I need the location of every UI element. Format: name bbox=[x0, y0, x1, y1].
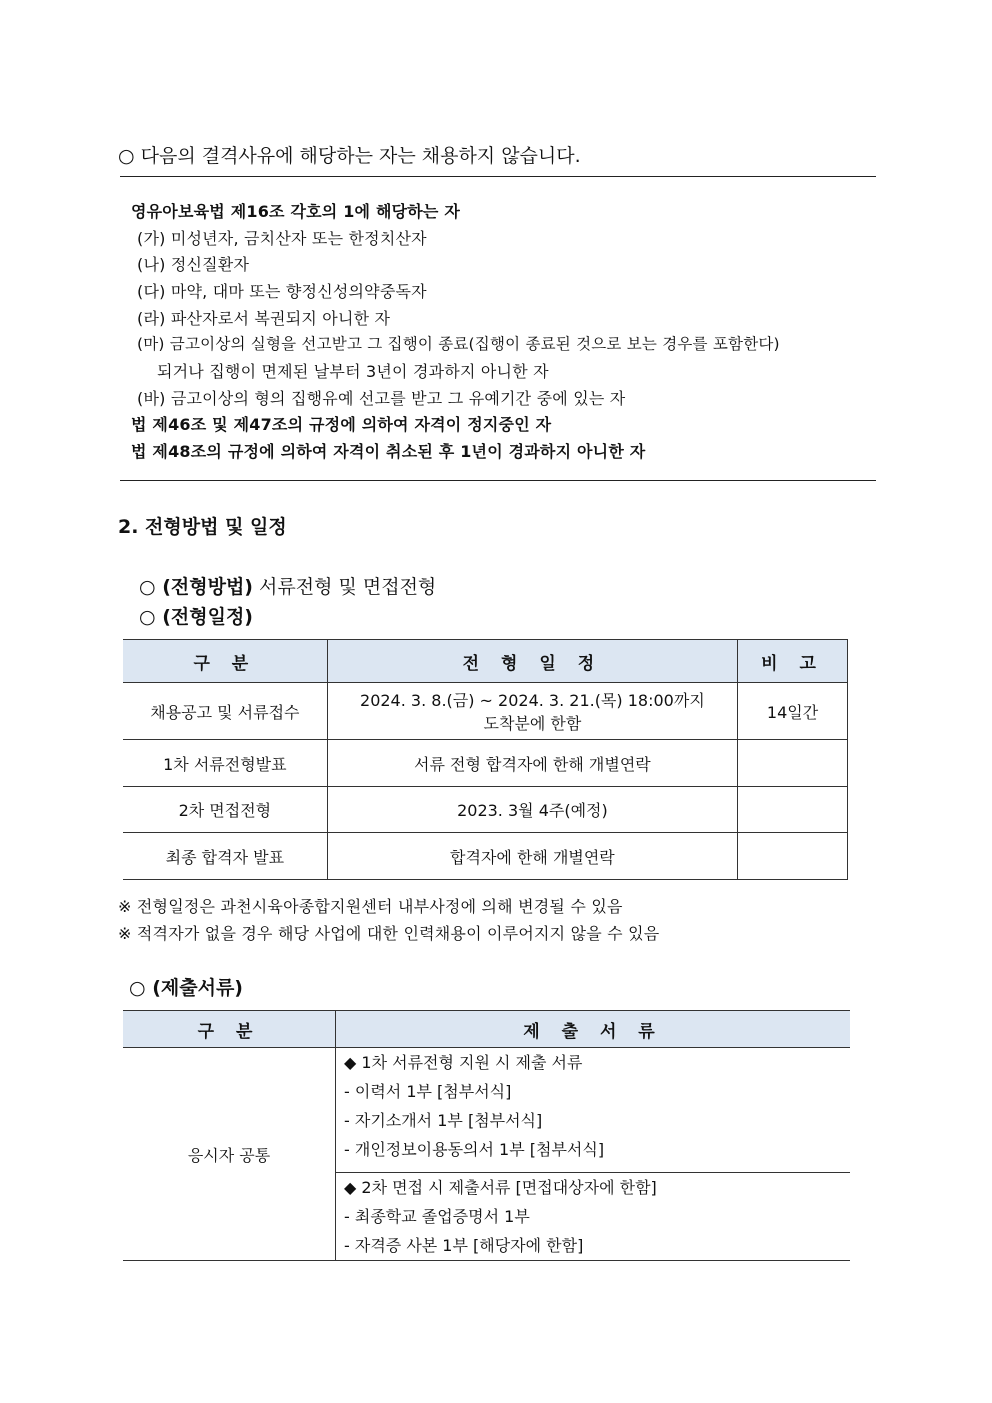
disqualification-heading: ○ 다음의 결격사유에 해당하는 자는 채용하지 않습니다. bbox=[118, 145, 581, 167]
disq-item: (가) 미성년자, 금치산자 또는 한정치산자 bbox=[137, 229, 427, 248]
law-48: 법 제48조의 규정에 의하여 자격이 취소된 후 1년이 경과하지 아니한 자 bbox=[131, 442, 646, 461]
docs-header-docs: 제 출 서 류 bbox=[336, 1011, 851, 1048]
row-schedule: 서류 전형 합격자에 한해 개별연락 bbox=[327, 740, 737, 787]
docs-group-1 bbox=[336, 1048, 851, 1173]
disq-item: (바) 금고이상의 형의 집행유예 선고를 받고 그 유예기간 중에 있는 자 bbox=[137, 389, 626, 408]
docs-header-category: 구 분 bbox=[123, 1011, 336, 1048]
docs-category: 응시자 공통 bbox=[123, 1048, 336, 1261]
table-row bbox=[123, 740, 848, 787]
schedule-header-schedule: 전 형 일 정 bbox=[327, 640, 737, 683]
docs-item: - 이력서 1부 [첨부서식] bbox=[344, 1082, 512, 1101]
row-category: 최종 합격자 발표 bbox=[123, 833, 327, 880]
section-2-title: 2. 전형방법 및 일정 bbox=[118, 516, 287, 538]
schedule-table bbox=[123, 639, 848, 880]
docs-group-2 bbox=[336, 1173, 851, 1261]
method-text: 서류전형 및 면접전형 bbox=[252, 576, 437, 598]
docs-item: - 자기소개서 1부 [첨부서식] bbox=[344, 1111, 543, 1130]
row-category: 2차 면접전형 bbox=[123, 787, 327, 833]
table-row bbox=[123, 787, 848, 833]
bottom-rule bbox=[120, 480, 876, 481]
documents-table bbox=[123, 1010, 850, 1261]
row-schedule-line2: 도착분에 한함 bbox=[483, 714, 582, 733]
table-row bbox=[123, 833, 848, 880]
row-schedule-line1: 2024. 3. 8.(금) ~ 2024. 3. 21.(목) 18:00까지 bbox=[360, 691, 705, 710]
disq-item: (마) 금고이상의 실형을 선고받고 그 집행이 종료(집행이 종료된 것으로 보는 경우를 포함한다) bbox=[137, 335, 780, 353]
table-row bbox=[123, 683, 848, 740]
disq-item-continued: 되거나 집행이 면제된 날부터 3년이 경과하지 아니한 자 bbox=[157, 362, 549, 381]
top-rule bbox=[120, 176, 876, 177]
table-row bbox=[123, 1048, 850, 1173]
row-note bbox=[738, 740, 848, 787]
law-16-title: 영유아보육법 제16조 각호의 1에 해당하는 자 bbox=[131, 202, 461, 221]
docs-group-1-title: ◆ 1차 서류전형 지원 시 제출 서류 bbox=[344, 1053, 583, 1072]
disq-item: (다) 마약, 대마 또는 향정신성의약중독자 bbox=[137, 282, 427, 301]
schedule-header-note: 비 고 bbox=[738, 640, 848, 683]
row-schedule: 2023. 3월 4주(예정) bbox=[327, 787, 737, 833]
docs-label: ○ (제출서류) bbox=[129, 977, 243, 999]
row-schedule: 합격자에 한해 개별연락 bbox=[327, 833, 737, 880]
docs-item: - 개인정보이용동의서 1부 [첨부서식] bbox=[344, 1140, 605, 1159]
docs-item: - 최종학교 졸업증명서 1부 bbox=[344, 1207, 530, 1226]
row-schedule bbox=[327, 683, 737, 740]
method-label: ○ (전형방법) bbox=[139, 576, 253, 598]
docs-item: - 자격증 사본 1부 [해당자에 한함] bbox=[344, 1236, 584, 1255]
note-schedule-change: ※ 전형일정은 과천시육아종합지원센터 내부사정에 의해 변경될 수 있음 bbox=[118, 897, 623, 916]
row-note: 14일간 bbox=[738, 683, 848, 740]
row-category: 1차 서류전형발표 bbox=[123, 740, 327, 787]
row-note bbox=[738, 833, 848, 880]
note-no-candidate: ※ 적격자가 없을 경우 해당 사업에 대한 인력채용이 이루어지지 않을 수 있음 bbox=[118, 924, 660, 943]
docs-group-2-title: ◆ 2차 면접 시 제출서류 [면접대상자에 한함] bbox=[344, 1178, 657, 1197]
schedule-label: ○ (전형일정) bbox=[139, 606, 253, 628]
disq-item: (라) 파산자로서 복권되지 아니한 자 bbox=[137, 309, 391, 328]
row-category: 채용공고 및 서류접수 bbox=[123, 683, 327, 740]
row-note bbox=[738, 787, 848, 833]
selection-method bbox=[139, 572, 436, 599]
disq-item: (나) 정신질환자 bbox=[137, 255, 250, 274]
schedule-header-category: 구 분 bbox=[123, 640, 327, 683]
law-46-47: 법 제46조 및 제47조의 규정에 의하여 자격이 정지중인 자 bbox=[131, 415, 552, 434]
